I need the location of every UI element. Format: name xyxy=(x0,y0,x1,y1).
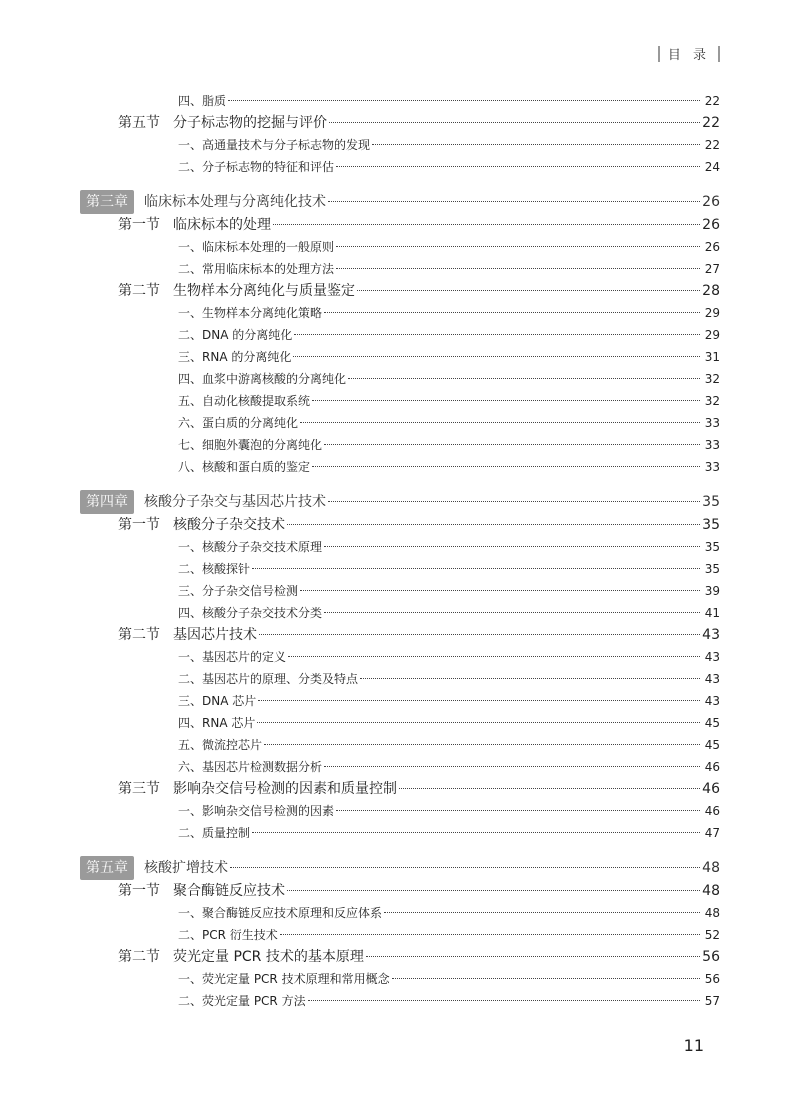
dot-leader xyxy=(264,744,700,745)
toc-page-number: 29 xyxy=(704,306,720,320)
toc-entry-title: 二、核酸探针 xyxy=(178,562,251,576)
toc-page-number: 39 xyxy=(704,584,720,598)
toc-entry-title: 影响杂交信号检测的因素和质量控制 xyxy=(173,781,397,797)
toc-entry-title: 聚合酶链反应技术 xyxy=(173,883,285,899)
toc-entry-title: 一、影响杂交信号检测的因素 xyxy=(178,804,335,818)
toc-section-row[interactable] xyxy=(80,880,720,902)
toc-item-label xyxy=(178,302,322,324)
dot-leader xyxy=(312,400,700,401)
toc-page-number: 32 xyxy=(704,394,720,408)
toc-chapter-row[interactable] xyxy=(80,490,720,514)
table-of-contents xyxy=(80,90,720,1012)
toc-item-label xyxy=(178,580,298,602)
toc-chapter-row[interactable] xyxy=(80,856,720,880)
toc-item-label xyxy=(178,756,322,778)
toc-page-number: 56 xyxy=(702,949,720,965)
toc-chapter-label xyxy=(80,190,326,214)
dot-leader xyxy=(287,524,700,525)
toc-entry-title: 五、自动化核酸提取系统 xyxy=(178,394,311,408)
toc-item-label xyxy=(178,156,334,178)
toc-item-label xyxy=(178,800,334,822)
toc-section-label xyxy=(118,280,355,302)
toc-entry-title: 核酸扩增技术 xyxy=(144,860,228,876)
toc-entry-title: 三、DNA 芯片 xyxy=(178,694,257,708)
toc-page-number: 32 xyxy=(704,372,720,386)
dot-leader xyxy=(287,890,700,891)
dot-leader xyxy=(252,832,700,833)
toc-page-number: 31 xyxy=(704,350,720,364)
toc-item-label xyxy=(178,324,292,346)
toc-item-row[interactable] xyxy=(80,822,720,844)
toc-item-label xyxy=(178,346,291,368)
toc-item-row[interactable] xyxy=(80,236,720,258)
toc-item-label xyxy=(178,390,310,412)
dot-leader xyxy=(294,334,700,335)
toc-item-label xyxy=(178,924,278,946)
dot-leader xyxy=(228,100,700,101)
page-number: 11 xyxy=(683,1036,704,1055)
toc-item-label xyxy=(178,456,310,478)
toc-item-row[interactable] xyxy=(80,756,720,778)
toc-page-number: 22 xyxy=(704,138,720,152)
toc-item-row[interactable] xyxy=(80,258,720,280)
toc-entry-title: 临床标本处理与分离纯化技术 xyxy=(144,194,326,210)
toc-entry-title: 临床标本的处理 xyxy=(173,217,271,233)
toc-section-row[interactable] xyxy=(80,624,720,646)
dot-leader xyxy=(324,312,700,313)
toc-entry-title: 二、常用临床标本的处理方法 xyxy=(178,262,335,276)
toc-page-number: 43 xyxy=(704,694,720,708)
toc-section-row[interactable] xyxy=(80,112,720,134)
toc-item-label xyxy=(178,968,390,990)
toc-section-row[interactable] xyxy=(80,514,720,536)
toc-item-row[interactable] xyxy=(80,302,720,324)
toc-item-row[interactable] xyxy=(80,390,720,412)
header-divider xyxy=(718,46,720,62)
dot-leader xyxy=(360,678,700,679)
dot-leader xyxy=(230,867,700,868)
toc-entry-title: 一、荧光定量 PCR 技术原理和常用概念 xyxy=(178,972,390,986)
toc-entry-title: 一、高通量技术与分子标志物的发现 xyxy=(178,138,371,152)
dot-leader xyxy=(308,1000,700,1001)
toc-item-row[interactable] xyxy=(80,558,720,580)
toc-item-row[interactable] xyxy=(80,434,720,456)
toc-entry-title: 一、基因芯片的定义 xyxy=(178,650,287,664)
toc-page-number: 47 xyxy=(704,826,720,840)
dot-leader xyxy=(399,788,700,789)
dot-leader xyxy=(252,568,700,569)
toc-entry-title: 基因芯片技术 xyxy=(173,627,257,643)
toc-item-row[interactable] xyxy=(80,602,720,624)
toc-entry-title: 一、核酸分子杂交技术原理 xyxy=(178,540,323,554)
toc-section-row[interactable] xyxy=(80,946,720,968)
toc-entry-title: 二、基因芯片的原理、分类及特点 xyxy=(178,672,359,686)
section-number: 第一节 xyxy=(118,517,160,533)
toc-item-label xyxy=(178,734,262,756)
toc-page-number: 29 xyxy=(704,328,720,342)
toc-page-number: 45 xyxy=(704,716,720,730)
section-number: 第一节 xyxy=(118,217,160,233)
toc-item-label xyxy=(178,646,286,668)
toc-item-label xyxy=(178,536,322,558)
toc-page-number: 48 xyxy=(704,906,720,920)
toc-item-label xyxy=(178,236,334,258)
toc-entry-title: 荧光定量 PCR 技术的基本原理 xyxy=(173,949,364,965)
toc-page-number: 26 xyxy=(702,194,720,210)
toc-page-number: 22 xyxy=(704,94,720,108)
toc-item-row[interactable] xyxy=(80,646,720,668)
toc-item-label xyxy=(178,434,322,456)
toc-entry-title: 五、微流控芯片 xyxy=(178,738,263,752)
section-number: 第一节 xyxy=(118,883,160,899)
dot-leader xyxy=(348,378,700,379)
toc-page-number: 46 xyxy=(704,760,720,774)
dot-leader xyxy=(357,290,700,291)
toc-page-number: 48 xyxy=(702,860,720,876)
toc-chapter-label xyxy=(80,856,228,880)
toc-item-row[interactable] xyxy=(80,90,720,112)
toc-entry-title: 一、临床标本处理的一般原则 xyxy=(178,240,335,254)
toc-entry-title: 二、荧光定量 PCR 方法 xyxy=(178,994,306,1008)
dot-leader xyxy=(288,656,700,657)
toc-entry-title: 核酸分子杂交技术 xyxy=(173,517,285,533)
toc-item-label xyxy=(178,258,334,280)
toc-item-label xyxy=(178,902,382,924)
dot-leader xyxy=(336,166,700,167)
dot-leader xyxy=(392,978,700,979)
toc-item-label xyxy=(178,90,226,112)
toc-section-label xyxy=(118,112,327,134)
toc-entry-title: 二、分子标志物的特征和评估 xyxy=(178,160,335,174)
dot-leader xyxy=(336,246,700,247)
chapter-tag: 第五章 xyxy=(80,856,134,880)
section-number: 第二节 xyxy=(118,949,160,965)
toc-entry-title: 分子标志物的挖掘与评价 xyxy=(173,115,327,131)
dot-leader xyxy=(384,912,700,913)
dot-leader xyxy=(372,144,700,145)
toc-entry-title: 三、RNA 的分离纯化 xyxy=(178,350,292,364)
toc-item-label xyxy=(178,558,250,580)
toc-section-label xyxy=(118,624,257,646)
section-number: 第二节 xyxy=(118,627,160,643)
toc-item-label xyxy=(178,668,358,690)
toc-page-number: 48 xyxy=(702,883,720,899)
toc-item-row[interactable] xyxy=(80,346,720,368)
toc-item-row[interactable] xyxy=(80,712,720,734)
header-title: 目 录 xyxy=(667,48,710,63)
toc-item-row[interactable] xyxy=(80,968,720,990)
dot-leader xyxy=(300,590,700,591)
dot-leader xyxy=(328,201,700,202)
toc-item-row[interactable] xyxy=(80,156,720,178)
toc-page-number: 27 xyxy=(704,262,720,276)
dot-leader xyxy=(312,466,700,467)
dot-leader xyxy=(328,501,700,502)
toc-entry-title: 生物样本分离纯化与质量鉴定 xyxy=(173,283,355,299)
toc-page-number: 52 xyxy=(704,928,720,942)
toc-item-row[interactable] xyxy=(80,668,720,690)
toc-item-row[interactable] xyxy=(80,456,720,478)
toc-page-number: 33 xyxy=(704,460,720,474)
dot-leader xyxy=(324,766,700,767)
toc-item-row[interactable] xyxy=(80,924,720,946)
toc-item-label xyxy=(178,690,256,712)
dot-leader xyxy=(324,444,700,445)
toc-item-row[interactable] xyxy=(80,580,720,602)
toc-section-row[interactable] xyxy=(80,214,720,236)
toc-item-label xyxy=(178,368,346,390)
toc-entry-title: 核酸分子杂交与基因芯片技术 xyxy=(144,494,326,510)
toc-page-number: 35 xyxy=(704,540,720,554)
dot-leader xyxy=(329,122,700,123)
toc-section-label xyxy=(118,778,397,800)
toc-page-number: 57 xyxy=(704,994,720,1008)
header-divider xyxy=(658,46,660,62)
toc-page-number: 46 xyxy=(702,781,720,797)
toc-page-number: 46 xyxy=(704,804,720,818)
toc-chapter-row[interactable] xyxy=(80,190,720,214)
dot-leader xyxy=(336,810,700,811)
toc-item-row[interactable] xyxy=(80,990,720,1012)
toc-page-number: 41 xyxy=(704,606,720,620)
chapter-tag: 第三章 xyxy=(80,190,134,214)
toc-page-number: 43 xyxy=(704,672,720,686)
toc-page-number: 35 xyxy=(702,517,720,533)
toc-section-label xyxy=(118,880,285,902)
toc-section-row[interactable] xyxy=(80,778,720,800)
toc-item-label xyxy=(178,134,370,156)
dot-leader xyxy=(257,722,700,723)
toc-entry-title: 四、脂质 xyxy=(178,94,227,108)
toc-page-number: 22 xyxy=(702,115,720,131)
dot-leader xyxy=(366,956,700,957)
toc-page-number: 45 xyxy=(704,738,720,752)
toc-item-label xyxy=(178,602,322,624)
toc-section-label xyxy=(118,514,285,536)
toc-entry-title: 八、核酸和蛋白质的鉴定 xyxy=(178,460,311,474)
toc-entry-title: 七、细胞外囊泡的分离纯化 xyxy=(178,438,323,452)
toc-entry-title: 二、PCR 衍生技术 xyxy=(178,928,278,942)
dot-leader xyxy=(324,612,700,613)
toc-page-number: 24 xyxy=(704,160,720,174)
toc-item-label xyxy=(178,990,306,1012)
toc-page-number: 35 xyxy=(704,562,720,576)
toc-entry-title: 六、基因芯片检测数据分析 xyxy=(178,760,323,774)
toc-entry-title: 四、核酸分子杂交技术分类 xyxy=(178,606,323,620)
toc-page-number: 26 xyxy=(704,240,720,254)
dot-leader xyxy=(259,634,700,635)
toc-item-row[interactable] xyxy=(80,324,720,346)
toc-section-label xyxy=(118,946,364,968)
toc-item-label xyxy=(178,822,250,844)
toc-entry-title: 二、质量控制 xyxy=(178,826,251,840)
toc-page-number: 28 xyxy=(702,283,720,299)
toc-page-number: 43 xyxy=(704,650,720,664)
toc-entry-title: 二、DNA 的分离纯化 xyxy=(178,328,293,342)
toc-item-row[interactable] xyxy=(80,368,720,390)
dot-leader xyxy=(273,224,700,225)
toc-entry-title: 三、分子杂交信号检测 xyxy=(178,584,299,598)
toc-item-label xyxy=(178,712,255,734)
chapter-tag: 第四章 xyxy=(80,490,134,514)
toc-entry-title: 一、聚合酶链反应技术原理和反应体系 xyxy=(178,906,383,920)
section-number: 第三节 xyxy=(118,781,160,797)
section-number: 第五节 xyxy=(118,115,160,131)
running-header xyxy=(650,44,728,63)
toc-entry-title: 六、蛋白质的分离纯化 xyxy=(178,416,299,430)
toc-item-row[interactable] xyxy=(80,536,720,558)
dot-leader xyxy=(258,700,700,701)
toc-item-label xyxy=(178,412,298,434)
toc-page-number: 43 xyxy=(702,627,720,643)
toc-page-number: 56 xyxy=(704,972,720,986)
toc-item-row[interactable] xyxy=(80,134,720,156)
toc-page-number: 33 xyxy=(704,438,720,452)
toc-item-row[interactable] xyxy=(80,902,720,924)
toc-page-number: 26 xyxy=(702,217,720,233)
toc-item-row[interactable] xyxy=(80,412,720,434)
dot-leader xyxy=(280,934,700,935)
toc-entry-title: 四、RNA 芯片 xyxy=(178,716,256,730)
dot-leader xyxy=(324,546,700,547)
toc-chapter-label xyxy=(80,490,326,514)
toc-entry-title: 四、血浆中游离核酸的分离纯化 xyxy=(178,372,347,386)
dot-leader xyxy=(336,268,700,269)
toc-page-number: 35 xyxy=(702,494,720,510)
toc-item-row[interactable] xyxy=(80,690,720,712)
toc-section-label xyxy=(118,214,271,236)
dot-leader xyxy=(293,356,700,357)
section-number: 第二节 xyxy=(118,283,160,299)
toc-entry-title: 一、生物样本分离纯化策略 xyxy=(178,306,323,320)
dot-leader xyxy=(300,422,700,423)
toc-section-row[interactable] xyxy=(80,280,720,302)
toc-page-number: 33 xyxy=(704,416,720,430)
toc-item-row[interactable] xyxy=(80,800,720,822)
toc-item-row[interactable] xyxy=(80,734,720,756)
